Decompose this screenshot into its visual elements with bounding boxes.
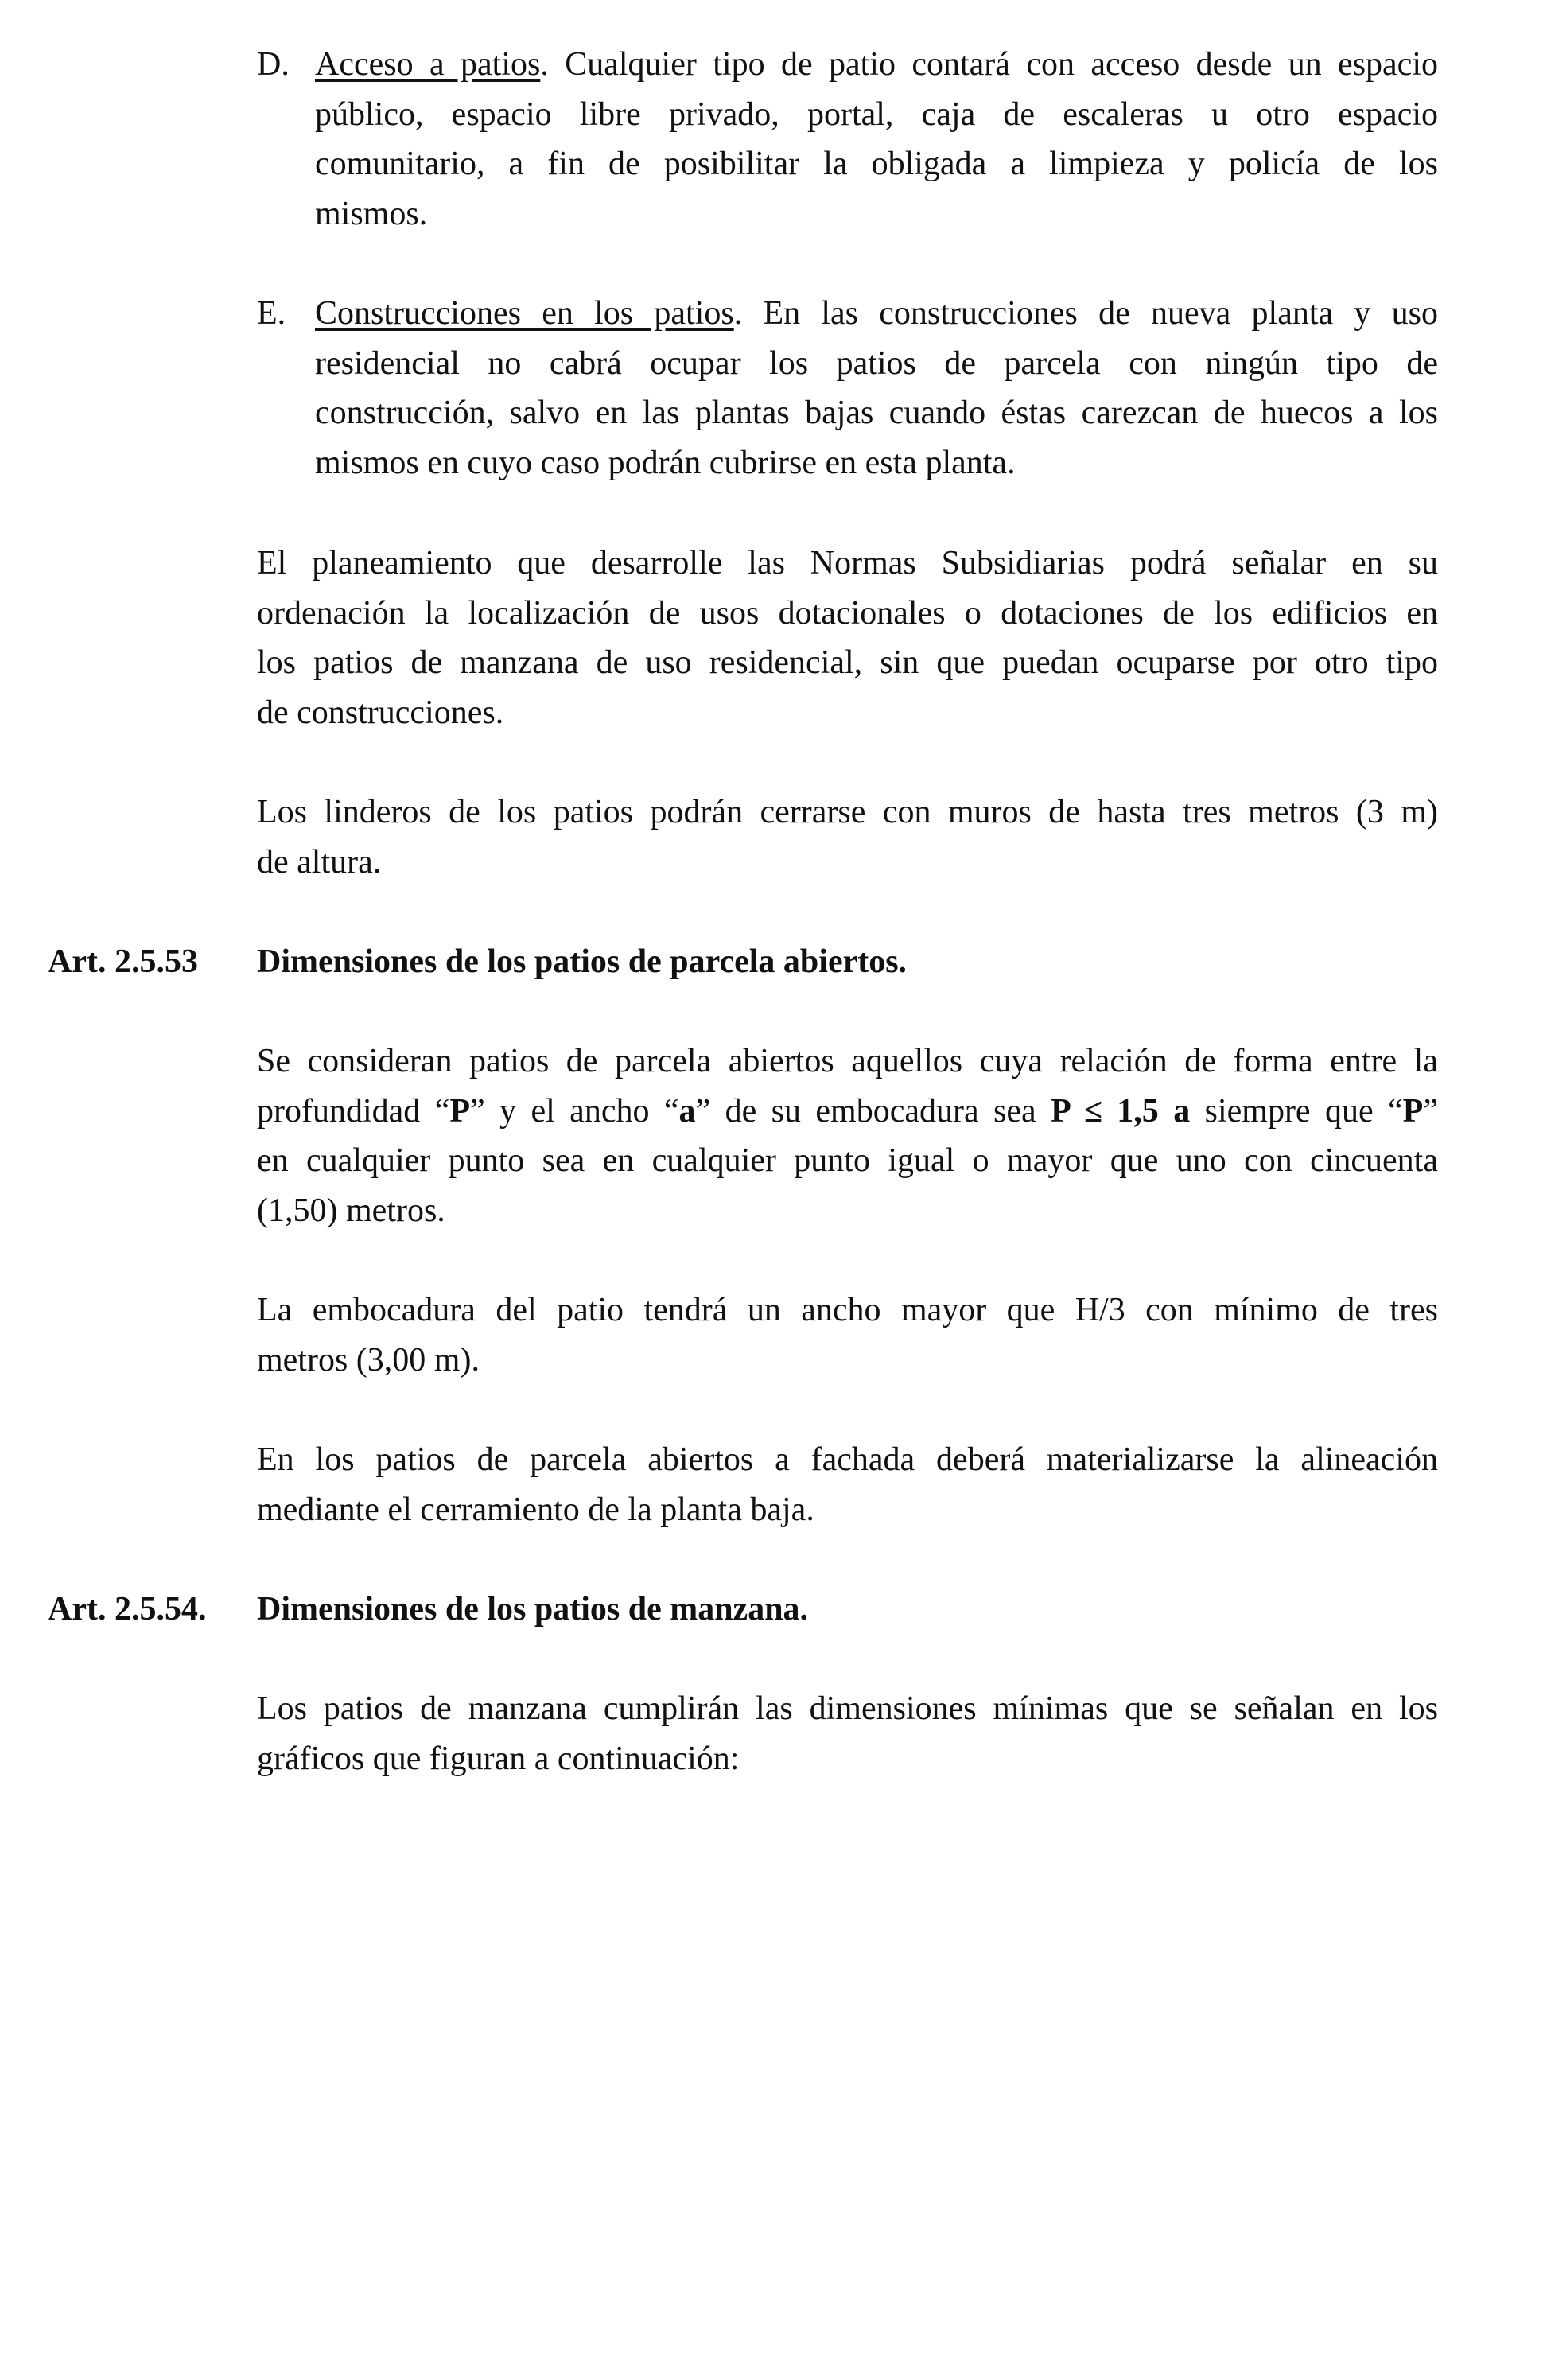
article-2-5-53-title: Dimensiones de los patios de parcela abiertos. — [257, 943, 908, 980]
item-e-body — [315, 289, 1438, 488]
item-e-letter: E. — [257, 295, 286, 332]
paragraph-linderos: Los linderos de los patios podrán cerrarse con muros de hasta tres metros (3 m) de altura. — [257, 794, 1438, 881]
formula: P ≤ 1,5 a — [1051, 1092, 1191, 1130]
item-e-line-3: construcción, salvo en las plantas bajas cuando éstas carezcan de huecos a los — [315, 395, 1438, 431]
item-d-line-3: comunitario, a fin de posibilitar la obligada a limpieza y policía de los — [315, 146, 1438, 182]
item-d-line-2: público, espacio libre privado, portal, caja de escaleras u otro espacio — [315, 95, 1438, 133]
item-e-line-1: Construcciones en los patios. En las construcciones de nueva planta y uso — [315, 295, 1439, 332]
paragraph-planeamiento: El planeamiento que desarrolle las Normas Subsidiarias podrá señalar en su ordenación la localización de usos dotacionales o dotaciones de los edificios en los patios de manzana de uso residencial, sin que puedan ocuparse por otro tipo de construcciones. — [257, 545, 1438, 731]
item-d-line-4: mismos. — [315, 195, 428, 232]
article-2-5-54-number: Art. 2.5.54. — [48, 1591, 207, 1628]
item-d-body — [315, 40, 1438, 239]
article-2-5-54-title: Dimensiones de los patios de manzana. — [257, 1591, 809, 1628]
article-2-5-53-paragraph-1: Se consideran patios de parcela abiertos aquellos cuya relación de forma entre la profundidad “P” y el ancho “a” de su embocadura sea P ≤ 1,5 a siempre que “P” en cualquier punto sea en cualquier punto igual o mayor que uno con cincuenta (1,50) metros. — [257, 1043, 1438, 1229]
formula-line: profundidad “P” y el ancho “a” de su embocadura sea P ≤ 1,5 a siempre que “P” — [257, 1092, 1438, 1130]
article-2-5-53-number: Art. 2.5.53 — [48, 943, 198, 980]
article-2-5-53-paragraph-3: En los patios de parcela abiertos a fachada deberá materializarse la alineación mediante el cerramiento de la planta baja. — [257, 1441, 1438, 1528]
item-d-title: Acceso a patios — [315, 46, 541, 83]
article-2-5-53-paragraph-2: La embocadura del patio tendrá un ancho mayor que H/3 con mínimo de tres metros (3,00 m). — [257, 1292, 1438, 1379]
article-2-5-54-paragraph-1: Los patios de manzana cumplirán las dimensiones mínimas que se señalan en los gráficos que figuran a continuación: — [257, 1690, 1438, 1777]
item-e-line-2: residencial no cabrá ocupar los patios de parcela con ningún tipo de — [315, 344, 1438, 382]
item-e-line-4: mismos en cuyo caso podrán cubrirse en esta planta. — [315, 444, 1016, 481]
item-d-letter: D. — [257, 46, 290, 83]
item-d-line-1: Acceso a patios. Cualquier tipo de patio contará con acceso desde un espacio — [315, 46, 1438, 83]
item-e-title: Construcciones en los patios — [315, 295, 734, 332]
